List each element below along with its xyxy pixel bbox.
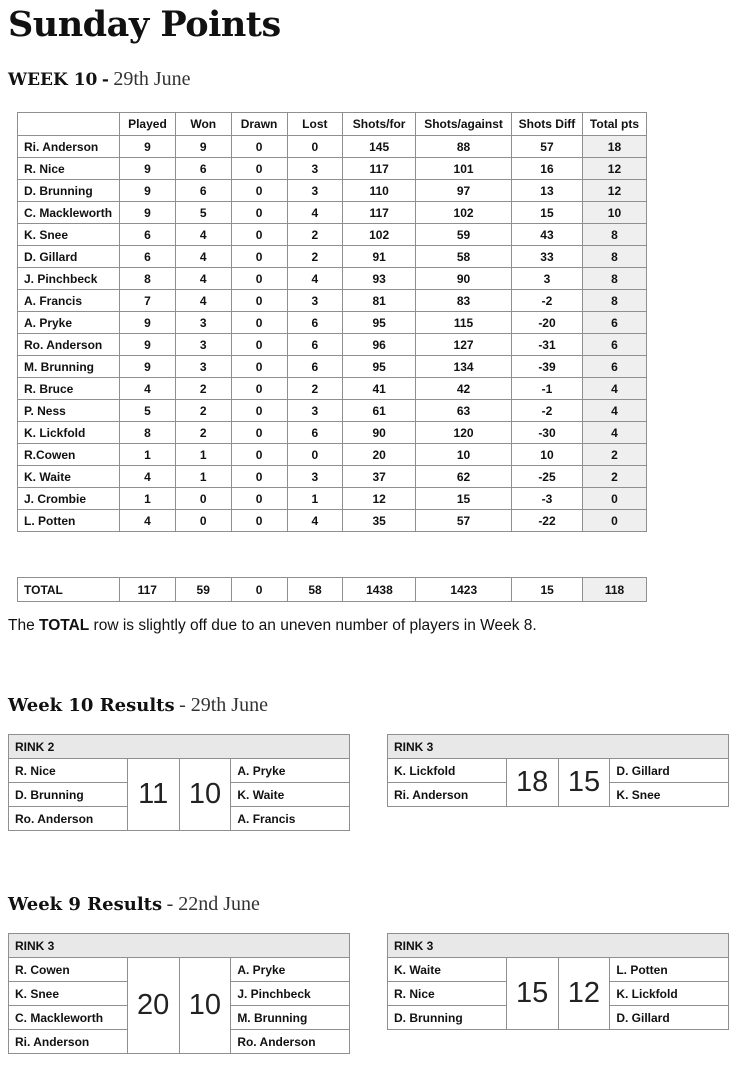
drawn-cell: 0	[231, 158, 287, 180]
rink-label: RINK 2	[9, 735, 350, 759]
won-cell: 6	[175, 180, 231, 202]
table-row	[18, 268, 647, 290]
shots-for-cell: 96	[343, 334, 416, 356]
shots-against-cell: 88	[416, 136, 512, 158]
home-score: 15	[506, 958, 558, 1030]
total-pts-cell: 6	[582, 312, 646, 334]
won-cell: 0	[175, 510, 231, 532]
total-pts-cell: 4	[582, 422, 646, 444]
drawn-cell: 0	[231, 224, 287, 246]
rink-row	[388, 958, 729, 982]
lost-cell: 0	[287, 444, 343, 466]
player-name-cell: K. Waite	[18, 466, 120, 488]
total-pts-cell: 12	[582, 180, 646, 202]
table-row	[18, 224, 647, 246]
away-player: J. Pinchbeck	[231, 982, 350, 1006]
drawn-cell: 0	[231, 268, 287, 290]
home-player: K. Snee	[9, 982, 128, 1006]
away-player: Ro. Anderson	[231, 1030, 350, 1054]
lost-cell: 6	[287, 422, 343, 444]
col-header-drawn: Drawn	[231, 113, 287, 136]
player-name-cell: R. Bruce	[18, 378, 120, 400]
played-cell: 9	[119, 356, 175, 378]
rink-row	[388, 759, 729, 783]
home-score: 20	[127, 958, 179, 1054]
table-row	[18, 356, 647, 378]
rink-result-table	[8, 734, 350, 831]
total-pts-cell: 2	[582, 466, 646, 488]
played-cell: 6	[119, 246, 175, 268]
drawn-cell: 0	[231, 400, 287, 422]
col-header-played: Played	[119, 113, 175, 136]
won-cell: 2	[175, 400, 231, 422]
note-suffix: row is slightly off due to an uneven number of players in Week 8.	[89, 617, 537, 634]
lost-cell: 1	[287, 488, 343, 510]
table-row	[18, 136, 647, 158]
shots-diff-cell: -22	[512, 510, 583, 532]
table-row	[18, 290, 647, 312]
player-name-cell: J. Pinchbeck	[18, 268, 120, 290]
played-cell: 9	[119, 136, 175, 158]
rink-result-table	[387, 933, 729, 1030]
shots-diff-cell: 33	[512, 246, 583, 268]
shots-diff-cell: 15	[512, 202, 583, 224]
shots-against-cell: 59	[416, 224, 512, 246]
shots-for-cell: 145	[343, 136, 416, 158]
shots-against-cell: 115	[416, 312, 512, 334]
week-date: 29th June	[113, 68, 191, 90]
player-name-cell: D. Gillard	[18, 246, 120, 268]
shots-diff-cell: -25	[512, 466, 583, 488]
home-player: K. Waite	[388, 958, 507, 982]
rink-label: RINK 3	[9, 934, 350, 958]
played-cell: 9	[119, 334, 175, 356]
total-pts-cell: 4	[582, 378, 646, 400]
table-row	[18, 180, 647, 202]
results-date: - 22nd June	[166, 893, 260, 915]
away-player: K. Snee	[610, 783, 729, 807]
drawn-cell: 0	[231, 422, 287, 444]
shots-for-cell: 37	[343, 466, 416, 488]
away-player: L. Potten	[610, 958, 729, 982]
won-cell: 4	[175, 268, 231, 290]
shots-against-cell: 58	[416, 246, 512, 268]
total-pts-cell: 0	[582, 510, 646, 532]
shots-diff-cell: -39	[512, 356, 583, 378]
table-row	[18, 312, 647, 334]
won-cell: 4	[175, 246, 231, 268]
total-label: TOTAL	[18, 578, 120, 602]
rink-label: RINK 3	[388, 934, 729, 958]
played-cell: 1	[119, 444, 175, 466]
played-cell: 9	[119, 202, 175, 224]
week-separator: -	[101, 70, 109, 90]
shots-diff-cell: -2	[512, 400, 583, 422]
lost-cell: 4	[287, 202, 343, 224]
player-name-cell: C. Mackleworth	[18, 202, 120, 224]
played-cell: 4	[119, 378, 175, 400]
drawn-cell: 0	[231, 510, 287, 532]
drawn-cell: 0	[231, 312, 287, 334]
rink-result-table	[387, 734, 729, 807]
table-row	[18, 246, 647, 268]
rink-result-table	[8, 933, 350, 1054]
total-pts-cell: 8	[582, 268, 646, 290]
week10-results-heading	[8, 692, 268, 720]
shots-diff-cell: -20	[512, 312, 583, 334]
played-cell: 6	[119, 224, 175, 246]
shots-against-cell: 15	[416, 488, 512, 510]
shots-against-cell: 120	[416, 422, 512, 444]
lost-cell: 2	[287, 378, 343, 400]
table-row	[18, 488, 647, 510]
home-player: Ri. Anderson	[9, 1030, 128, 1054]
player-name-cell: K. Snee	[18, 224, 120, 246]
standings-header-row	[18, 113, 647, 136]
total-won: 59	[175, 578, 231, 602]
played-cell: 8	[119, 422, 175, 444]
total-shots-for: 1438	[343, 578, 416, 602]
won-cell: 4	[175, 290, 231, 312]
week-label: WEEK 10	[8, 70, 98, 90]
shots-against-cell: 127	[416, 334, 512, 356]
total-shots-against: 1423	[416, 578, 512, 602]
away-score: 10	[179, 958, 231, 1054]
total-pts-cell: 2	[582, 444, 646, 466]
won-cell: 2	[175, 422, 231, 444]
shots-against-cell: 83	[416, 290, 512, 312]
rink-row	[9, 958, 350, 982]
col-header-lost: Lost	[287, 113, 343, 136]
player-name-cell: M. Brunning	[18, 356, 120, 378]
shots-against-cell: 10	[416, 444, 512, 466]
shots-for-cell: 110	[343, 180, 416, 202]
drawn-cell: 0	[231, 356, 287, 378]
drawn-cell: 0	[231, 334, 287, 356]
total-pts-cell: 6	[582, 356, 646, 378]
week9-results-heading	[8, 891, 260, 919]
total-pts-cell: 0	[582, 488, 646, 510]
note-bold: TOTAL	[39, 617, 90, 634]
player-name-cell: D. Brunning	[18, 180, 120, 202]
won-cell: 4	[175, 224, 231, 246]
table-row	[18, 202, 647, 224]
away-player: D. Gillard	[610, 759, 729, 783]
away-score: 15	[558, 759, 610, 807]
player-name-cell: L. Potten	[18, 510, 120, 532]
page-title: Sunday Points	[8, 4, 281, 45]
played-cell: 9	[119, 312, 175, 334]
won-cell: 0	[175, 488, 231, 510]
standings-body	[18, 136, 647, 532]
played-cell: 4	[119, 510, 175, 532]
player-name-cell: Ri. Anderson	[18, 136, 120, 158]
total-drawn: 0	[231, 578, 287, 602]
played-cell: 7	[119, 290, 175, 312]
played-cell: 8	[119, 268, 175, 290]
shots-for-cell: 35	[343, 510, 416, 532]
won-cell: 3	[175, 334, 231, 356]
away-player: A. Pryke	[231, 759, 350, 783]
player-name-cell: R.Cowen	[18, 444, 120, 466]
rink-row	[9, 759, 350, 783]
shots-diff-cell: 13	[512, 180, 583, 202]
home-player: D. Brunning	[9, 783, 128, 807]
won-cell: 1	[175, 466, 231, 488]
week10-standings-header	[8, 66, 191, 94]
home-score: 18	[506, 759, 558, 807]
shots-for-cell: 20	[343, 444, 416, 466]
won-cell: 1	[175, 444, 231, 466]
shots-for-cell: 93	[343, 268, 416, 290]
col-header-shots-against: Shots/against	[416, 113, 512, 136]
home-player: R. Nice	[388, 982, 507, 1006]
shots-against-cell: 62	[416, 466, 512, 488]
home-player: R. Nice	[9, 759, 128, 783]
away-score: 10	[179, 759, 231, 831]
total-pts: 118	[583, 578, 647, 602]
table-row	[18, 422, 647, 444]
lost-cell: 3	[287, 180, 343, 202]
col-header-name	[18, 113, 120, 136]
col-header-shots-for: Shots/for	[343, 113, 416, 136]
total-pts-cell: 12	[582, 158, 646, 180]
shots-against-cell: 101	[416, 158, 512, 180]
total-pts-cell: 18	[582, 136, 646, 158]
table-row	[18, 510, 647, 532]
drawn-cell: 0	[231, 466, 287, 488]
lost-cell: 6	[287, 334, 343, 356]
shots-against-cell: 90	[416, 268, 512, 290]
table-row	[18, 400, 647, 422]
player-name-cell: R. Nice	[18, 158, 120, 180]
shots-for-cell: 117	[343, 158, 416, 180]
shots-for-cell: 41	[343, 378, 416, 400]
away-player: K. Waite	[231, 783, 350, 807]
shots-against-cell: 63	[416, 400, 512, 422]
col-header-won: Won	[175, 113, 231, 136]
shots-against-cell: 57	[416, 510, 512, 532]
shots-diff-cell: -1	[512, 378, 583, 400]
col-header-shots-diff: Shots Diff	[512, 113, 583, 136]
table-row	[18, 444, 647, 466]
table-row	[18, 466, 647, 488]
table-row	[18, 158, 647, 180]
shots-diff-cell: -31	[512, 334, 583, 356]
home-player: K. Lickfold	[388, 759, 507, 783]
shots-diff-cell: 57	[512, 136, 583, 158]
home-player: D. Brunning	[388, 1006, 507, 1030]
shots-for-cell: 95	[343, 312, 416, 334]
drawn-cell: 0	[231, 136, 287, 158]
lost-cell: 4	[287, 510, 343, 532]
shots-against-cell: 102	[416, 202, 512, 224]
shots-for-cell: 117	[343, 202, 416, 224]
won-cell: 5	[175, 202, 231, 224]
results-title: Week 9 Results	[8, 894, 163, 915]
total-pts-cell: 8	[582, 224, 646, 246]
standings-table	[17, 112, 647, 532]
played-cell: 9	[119, 180, 175, 202]
played-cell: 9	[119, 158, 175, 180]
total-pts-cell: 4	[582, 400, 646, 422]
lost-cell: 3	[287, 400, 343, 422]
player-name-cell: P. Ness	[18, 400, 120, 422]
home-player: Ri. Anderson	[388, 783, 507, 807]
played-cell: 1	[119, 488, 175, 510]
drawn-cell: 0	[231, 290, 287, 312]
total-row	[18, 578, 647, 602]
shots-diff-cell: -2	[512, 290, 583, 312]
lost-cell: 0	[287, 136, 343, 158]
note-prefix: The	[8, 617, 40, 634]
shots-against-cell: 42	[416, 378, 512, 400]
total-pts-cell: 8	[582, 290, 646, 312]
home-score: 11	[127, 759, 179, 831]
table-row	[18, 334, 647, 356]
shots-for-cell: 90	[343, 422, 416, 444]
away-player: A. Francis	[231, 807, 350, 831]
played-cell: 4	[119, 466, 175, 488]
total-pts-cell: 8	[582, 246, 646, 268]
away-player: A. Pryke	[231, 958, 350, 982]
shots-diff-cell: 16	[512, 158, 583, 180]
rink-label: RINK 3	[388, 735, 729, 759]
results-title: Week 10 Results	[8, 695, 175, 716]
away-player: D. Gillard	[610, 1006, 729, 1030]
drawn-cell: 0	[231, 488, 287, 510]
lost-cell: 2	[287, 246, 343, 268]
results-date: - 29th June	[179, 694, 268, 716]
player-name-cell: A. Francis	[18, 290, 120, 312]
drawn-cell: 0	[231, 246, 287, 268]
player-name-cell: K. Lickfold	[18, 422, 120, 444]
won-cell: 2	[175, 378, 231, 400]
shots-diff-cell: -30	[512, 422, 583, 444]
drawn-cell: 0	[231, 378, 287, 400]
total-shots-diff: 15	[512, 578, 583, 602]
total-pts-cell: 10	[582, 202, 646, 224]
total-played: 117	[119, 578, 175, 602]
shots-against-cell: 134	[416, 356, 512, 378]
shots-for-cell: 12	[343, 488, 416, 510]
total-note	[8, 615, 537, 637]
home-player: R. Cowen	[9, 958, 128, 982]
home-player: Ro. Anderson	[9, 807, 128, 831]
shots-diff-cell: -3	[512, 488, 583, 510]
away-player: K. Lickfold	[610, 982, 729, 1006]
won-cell: 3	[175, 356, 231, 378]
won-cell: 9	[175, 136, 231, 158]
shots-diff-cell: 10	[512, 444, 583, 466]
shots-diff-cell: 3	[512, 268, 583, 290]
shots-for-cell: 61	[343, 400, 416, 422]
shots-for-cell: 95	[343, 356, 416, 378]
away-score: 12	[558, 958, 610, 1030]
won-cell: 6	[175, 158, 231, 180]
total-lost: 58	[287, 578, 343, 602]
table-row	[18, 378, 647, 400]
shots-for-cell: 81	[343, 290, 416, 312]
lost-cell: 3	[287, 290, 343, 312]
lost-cell: 6	[287, 356, 343, 378]
shots-for-cell: 102	[343, 224, 416, 246]
lost-cell: 4	[287, 268, 343, 290]
won-cell: 3	[175, 312, 231, 334]
shots-diff-cell: 43	[512, 224, 583, 246]
drawn-cell: 0	[231, 180, 287, 202]
away-player: M. Brunning	[231, 1006, 350, 1030]
total-pts-cell: 6	[582, 334, 646, 356]
col-header-total-pts: Total pts	[582, 113, 646, 136]
lost-cell: 2	[287, 224, 343, 246]
shots-against-cell: 97	[416, 180, 512, 202]
player-name-cell: Ro. Anderson	[18, 334, 120, 356]
player-name-cell: A. Pryke	[18, 312, 120, 334]
played-cell: 5	[119, 400, 175, 422]
player-name-cell: J. Crombie	[18, 488, 120, 510]
lost-cell: 6	[287, 312, 343, 334]
shots-for-cell: 91	[343, 246, 416, 268]
lost-cell: 3	[287, 158, 343, 180]
total-table	[17, 577, 647, 602]
lost-cell: 3	[287, 466, 343, 488]
drawn-cell: 0	[231, 444, 287, 466]
drawn-cell: 0	[231, 202, 287, 224]
home-player: C. Mackleworth	[9, 1006, 128, 1030]
